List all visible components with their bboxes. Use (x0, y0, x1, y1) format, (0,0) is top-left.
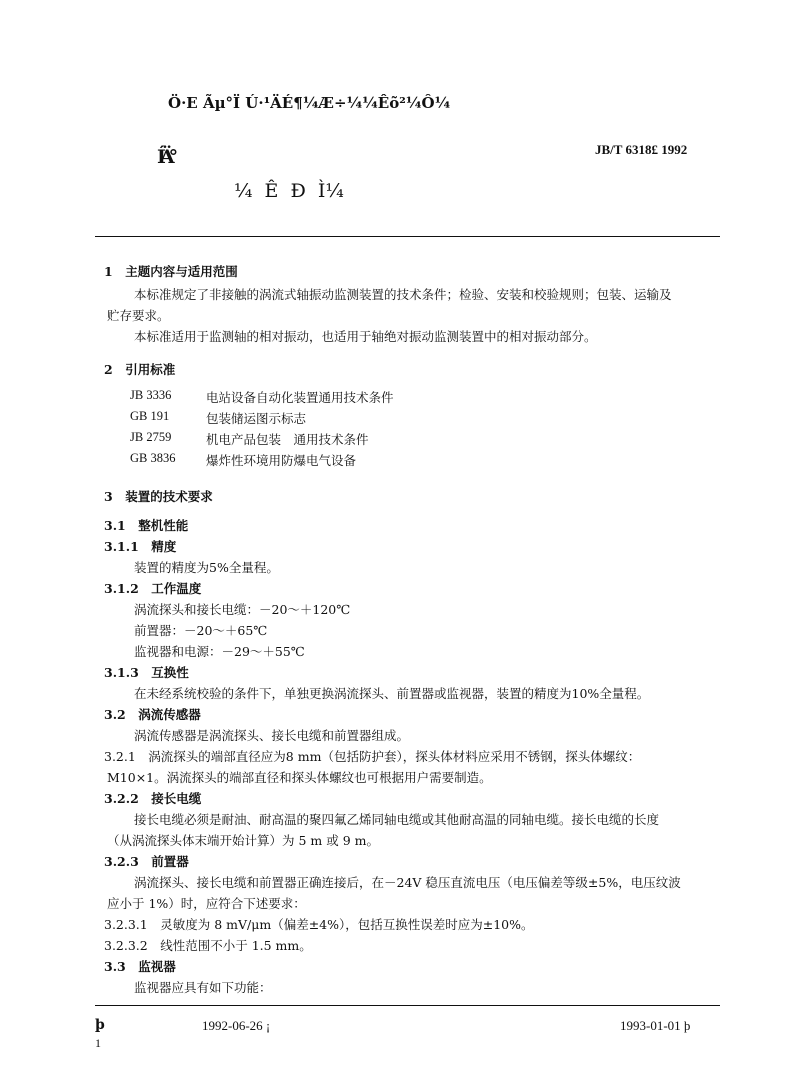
page-number: 1 (95, 1036, 101, 1050)
section-3-2-3-2-text: 3.2.3.2 线性范围不小于 1.5 mm。 (104, 938, 312, 953)
temperature-probe: 涡流探头和接长电缆：－20～＋120℃ (134, 602, 351, 617)
document-title: Ö·E Ãµ°Ï Ú·¹ÄÉ¶¼Æ÷¼¼Êõ²¼Ô¼ (168, 94, 451, 112)
section-3-1-3-text: 在未经系统校验的条件下，单独更换涡流探头、前置器或监视器，装置的精度为10%全量程。 (134, 686, 650, 701)
issue-date: 1992-06-26 ¡ (202, 1018, 271, 1033)
footer-divider (95, 1005, 720, 1006)
section-3-2-3-1-text: 3.2.3.1 灵敏度为 8 mV/μm（偏差±4%），包括互换性误差时应为±10%。 (104, 917, 534, 932)
standard-logo: ÍÄ° (157, 146, 173, 168)
section-1-paragraph-1-cont: 贮存要求。 (107, 308, 170, 323)
section-3-2-title: 3.2 涡流传感器 (104, 707, 201, 722)
section-3-1-title: 3.1 整机性能 (104, 518, 189, 533)
reference-code: JB 2759 (130, 430, 172, 444)
section-3-1-3-title: 3.1.3 互换性 (104, 665, 189, 680)
section-1-paragraph-2: 本标准适用于监测轴的相对振动，也适用于轴绝对振动监测装置中的相对振动部分。 (134, 329, 597, 344)
header-divider (95, 236, 720, 237)
reference-code: JB 3336 (130, 388, 172, 402)
reference-name: 电站设备自动化装置通用技术条件 (206, 390, 394, 405)
section-1-paragraph-1: 本标准规定了非接触的涡流式轴振动监测装置的技术条件；检验、安装和校验规则；包装、运输及 (134, 287, 672, 302)
section-3-3-title: 3.3 监视器 (104, 959, 176, 974)
document-subtitle: ¼ Ê Ð Ì¼ (234, 180, 344, 202)
reference-name: 包装储运图示标志 (206, 411, 307, 426)
section-3-2-2-text: 接长电缆必须是耐油、耐高温的聚四氟乙烯同轴电缆或其他耐高温的同轴电缆。接长电缆的长度 (134, 812, 660, 827)
section-3-2-2-text-cont: （从涡流探头体末端开始计算）为 5 m 或 9 m。 (107, 833, 379, 848)
section-3-3-text: 监视器应具有如下功能： (134, 980, 272, 995)
section-3-title: 3 装置的技术要求 (104, 489, 213, 504)
reference-name: 爆炸性环境用防爆电气设备 (206, 453, 357, 468)
section-3-1-2-title: 3.1.2 工作温度 (104, 581, 202, 596)
section-3-2-3-title: 3.2.3 前置器 (104, 854, 189, 869)
section-3-2-3-text-cont: 应小于 1%）时，应符合下述要求： (107, 896, 306, 911)
section-3-2-text: 涡流传感器是涡流探头、接长电缆和前置器组成。 (134, 728, 410, 743)
section-3-2-1-text-cont: M10×1。涡流探头的端部直径和探头体螺纹也可根据用户需要制造。 (107, 770, 492, 785)
footer-left-mark: þ (95, 1017, 105, 1033)
reference-code: GB 191 (130, 409, 170, 423)
section-3-2-1-text: 3.2.1 涡流探头的端部直径应为8 mm（包括防护套），探头体材料应采用不锈钢，探头体螺纹： (104, 749, 641, 764)
section-3-2-2-title: 3.2.2 接长电缆 (104, 791, 202, 806)
temperature-monitor: 监视器和电源：－29～＋55℃ (134, 644, 305, 659)
effective-date: 1993-01-01 þ (620, 1018, 691, 1033)
section-1-title: 1 主题内容与适用范围 (104, 264, 238, 279)
reference-code: GB 3836 (130, 451, 176, 465)
section-3-2-3-text: 涡流探头、接长电缆和前置器正确连接后，在－24V 稳压直流电压（电压偏差等级±5%，电压纹波 (134, 875, 681, 890)
temperature-preamp: 前置器：－20～＋65℃ (134, 623, 268, 638)
section-3-1-1-text: 装置的精度为5%全量程。 (134, 560, 279, 575)
reference-name: 机电产品包装 通用技术条件 (206, 432, 369, 447)
section-3-1-1-title: 3.1.1 精度 (104, 539, 177, 554)
standard-code: JB/T 6318£ 1992 (595, 142, 688, 157)
section-2-title: 2 引用标准 (104, 362, 176, 377)
